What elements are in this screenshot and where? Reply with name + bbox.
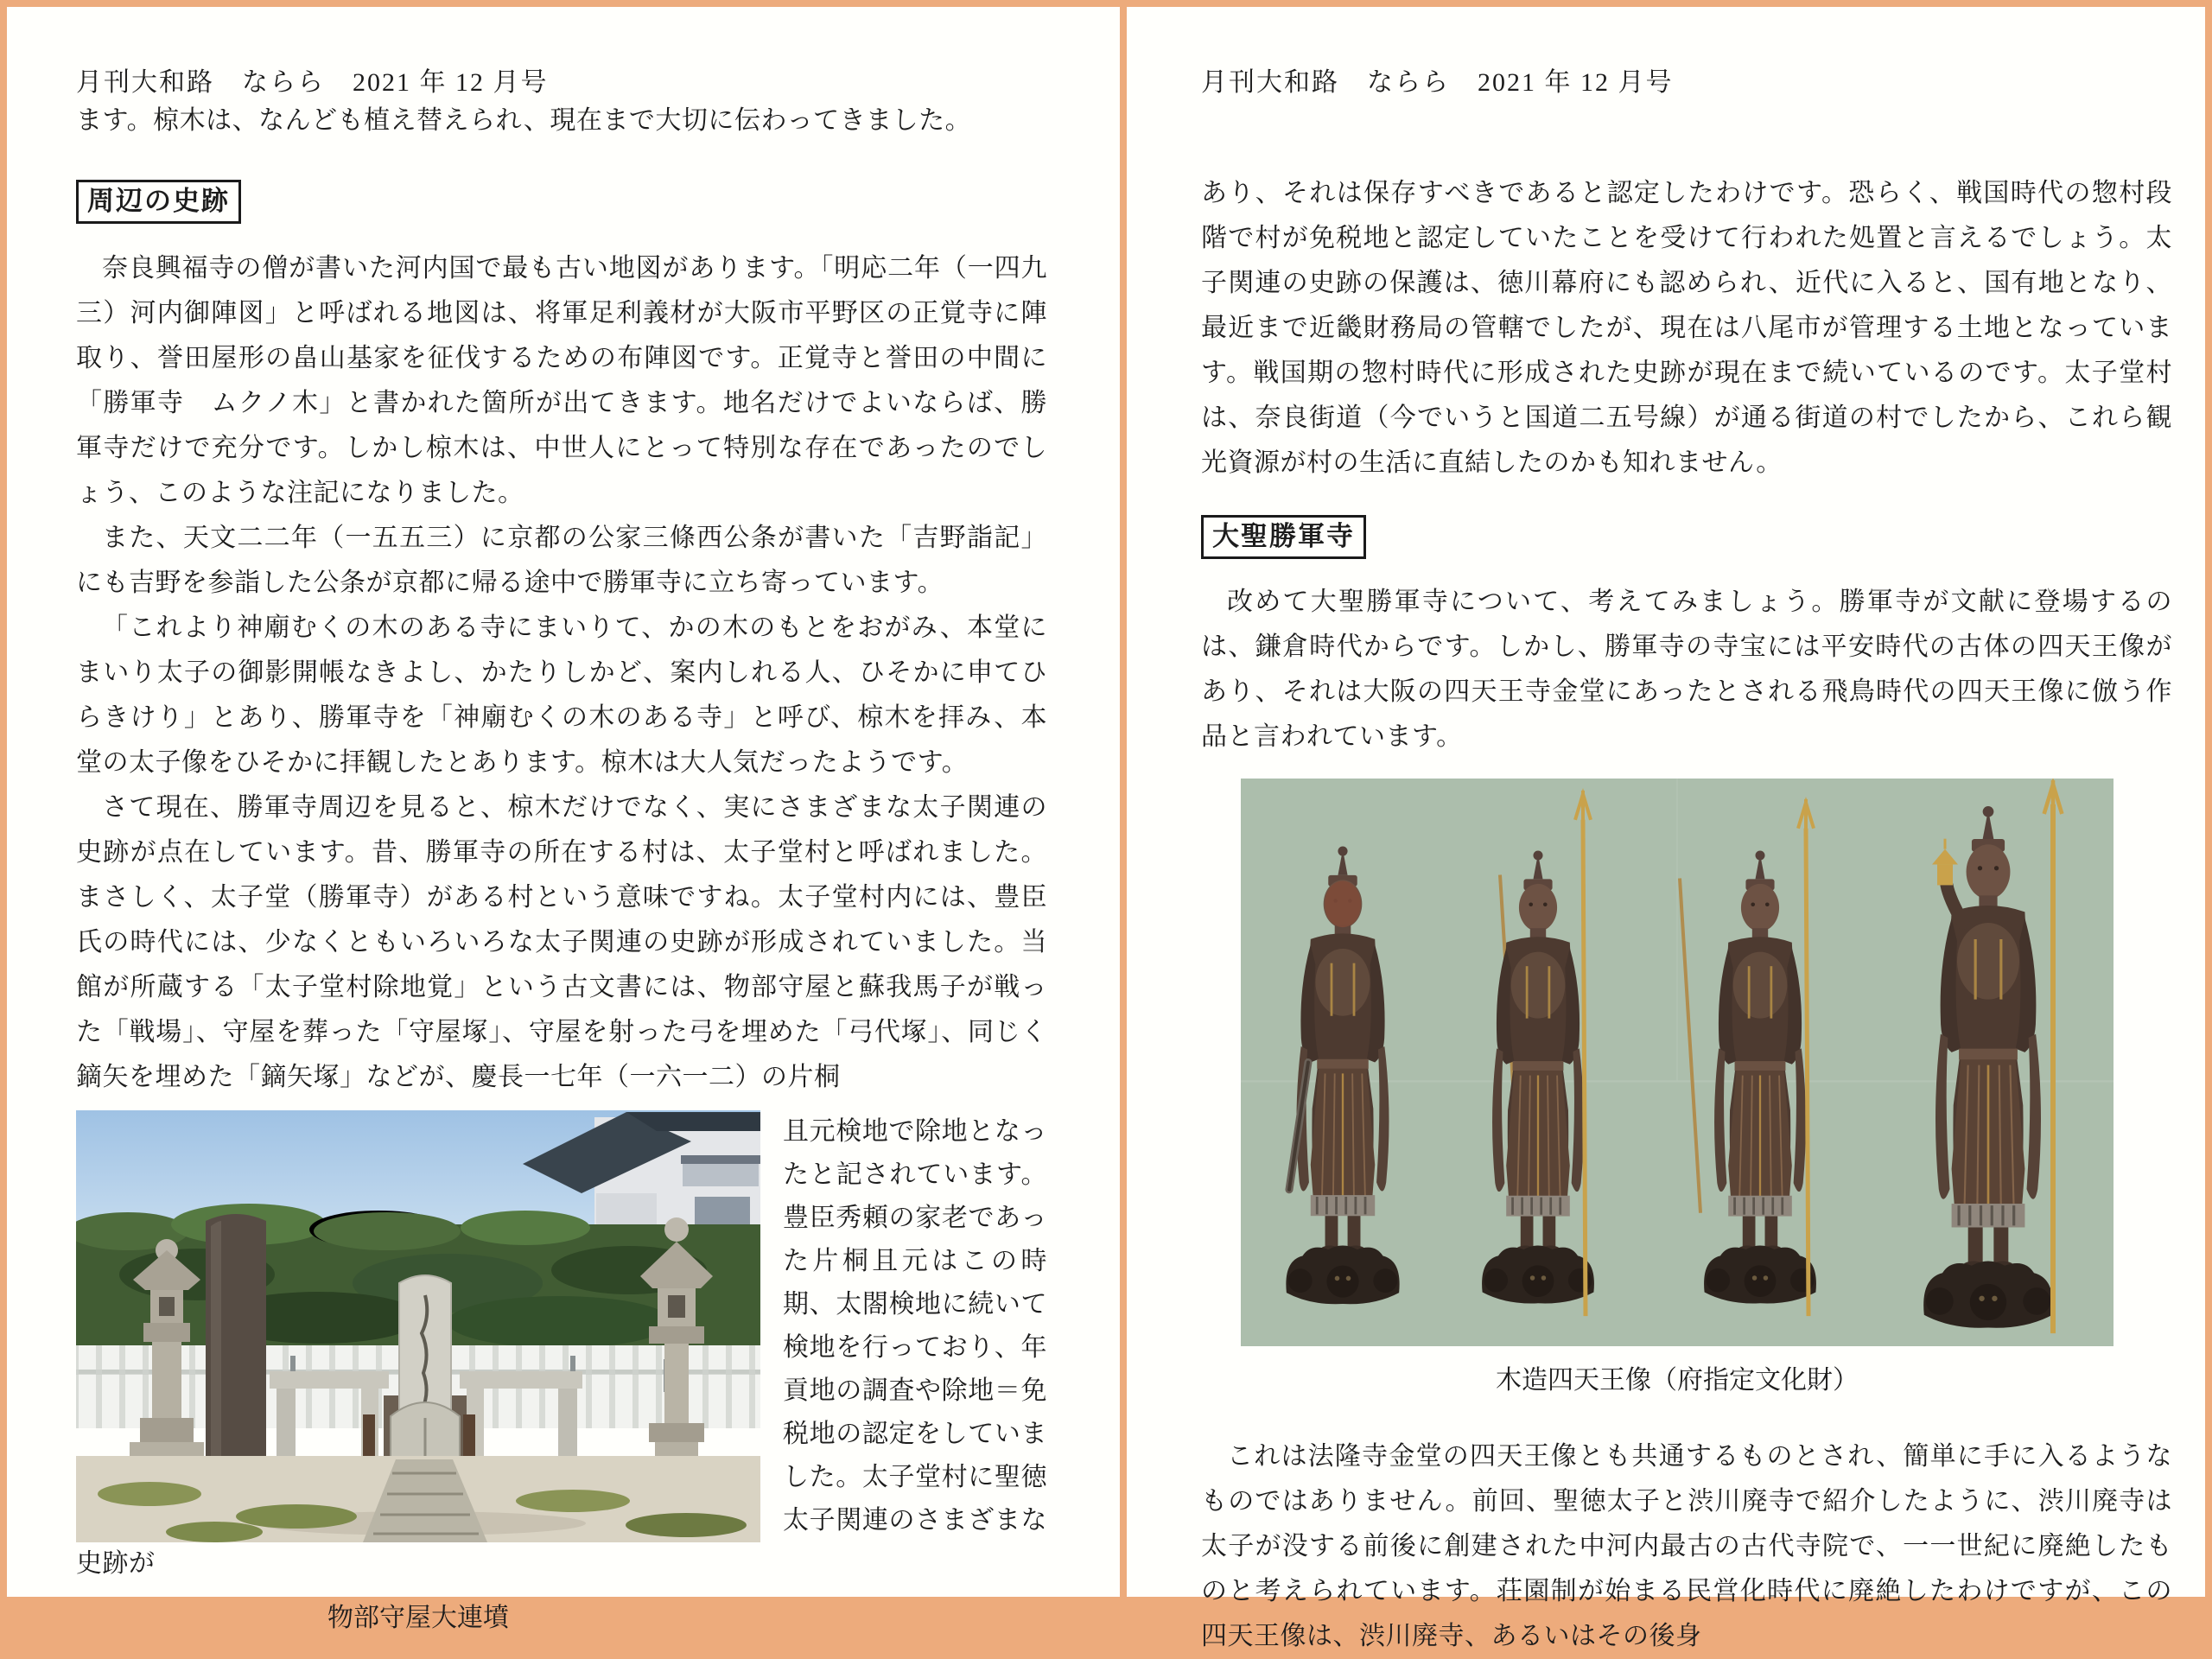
page-header: 月刊大和路 ならら 2021 年 12 月号: [1201, 68, 1674, 97]
section-heading-shuhen: 周辺の史跡: [76, 180, 241, 224]
paragraph: また、天文二二年（一五五三）に京都の公家三條西公条が書いた「吉野詣記」にも吉野を参詣した公条が京都に帰る途中で勝軍寺に立ち寄っています。: [76, 524, 1047, 598]
paragraph: 改めて大聖勝軍寺について、考えてみましょう。勝軍寺が文献に登場するのは、鎌倉時代からです。しかし、勝軍寺の寺宝には平安時代の古体の四天王像があり、それは大阪の四天王寺金堂にあったとされる飛鳥時代の四天王像に倣う作品と言われています。: [1201, 588, 2172, 752]
paragraph: さて現在、勝軍寺周辺を見ると、椋木だけでなく、実にさまざまな太子関連の史跡が点在しています。昔、勝軍寺の所在する村は、太子堂村と呼ばれました。まさしく、太子堂（勝軍寺）がある村という意味ですね。太子堂村内には、豊臣氏の時代には、少なくともいろいろな太子関連の史跡が形成されていました。当館が所蔵する「太子堂村除地覚」という古文書には、物部守屋と蘇我馬子が戦った「戦場」、守屋を葬った「守屋塚」、守屋を射った弓を埋めた「弓代塚」、同じく鏑矢を埋めた「鏑矢塚」などが、慶長一七年（一六一二）の片桐: [76, 793, 1047, 1092]
grave-photo-caption: 物部守屋大連墳: [327, 1604, 509, 1633]
grave-photo-illustration: [76, 1110, 760, 1542]
paragraph: これは法隆寺金堂の四天王像とも共通するものとされ、簡単に手に入るようなものではありません。前回、聖徳太子と渋川廃寺で紹介したように、渋川廃寺は太子が没する前後に創建された中河内最古の古代寺院で、一一世紀に廃絶したものと考えられています。荘園制が始まる民営化時代に廃絶したわけですが、この四天王像は、渋川廃寺、あるいはその後身: [1201, 1442, 2172, 1651]
section-heading-shogunji: 大聖勝軍寺: [1201, 515, 1366, 559]
statue-photo-caption: 木造四天王像（府指定文化財）: [1496, 1366, 1859, 1395]
right-body: [1201, 171, 2172, 1659]
paragraph: あり、それは保存すべきであると認定したわけです。恐らく、戦国時代の惣村段階で村が免税地と認定していたことを受けて行われた処置と言えるでしょう。太子関連の史跡の保護は、徳川幕府にも認められ、近代に入ると、国有地となり、最近まで近畿財務局の管轄でしたが、現在は八尾市が管理する土地となっています。戦国期の惣村時代に形成された史跡が現在まで続いているのです。太子堂村は、奈良街道（今でいうと国道二五号線）が通る街道の村でしたから、これら観光資源が村の生活に直結したのかも知れません。: [1201, 179, 2172, 477]
paragraph: 「これより神廟むくの木のある寺にまいりて、かの木のもとをおがみ、本堂にまいり太子の御影開帳なきよし、かたりしかど、案内しれる人、ひそかに申てひらきけり」とあり、勝軍寺を「神廟むくの木のある寺」と呼び、椋木を拝み、本堂の太子像をひそかに拝観したとあります。椋木は大人気だったようです。: [76, 613, 1047, 778]
shitenno-statues-illustration: [1241, 779, 2113, 1346]
paragraph: 奈良興福寺の僧が書いた河内国で最も古い地図があります。「明応二年（一四九三）河内御陣図」と呼ばれる地図は、将軍足利義材が大阪市平野区の正覚寺に陣取り、誉田屋形の畠山基家を征伐するための布陣図です。正覚寺と誉田の中間に「勝軍寺 ムクノ木」と書かれた箇所が出てきます。地名だけでよいならば、勝軍寺だけで充分です。しかし椋木は、中世人にとって特別な存在であったのでしょう、このような注記になりました。: [76, 254, 1047, 508]
left-body: [76, 99, 1047, 1634]
grave-photo-block: [76, 1110, 1047, 1586]
page-header: 月刊大和路 ならら 2021 年 12 月号: [76, 68, 549, 97]
page-right: [1127, 7, 2205, 1651]
paragraph-wrapped: 且元検地で除地となったと記されています。豊臣秀頼の家老であった片桐且元はこの時期、太閤検地に続いて検地を行っており、年貢地の調査や除地＝免税地の認定をしていました。太子堂村に聖徳太子関連のさまざまな史跡が: [76, 1117, 1047, 1579]
intro-line: ます。椋木は、なんども植え替えられ、現在まで大切に伝わってきました。: [76, 106, 972, 135]
page-left: [7, 7, 1120, 1633]
